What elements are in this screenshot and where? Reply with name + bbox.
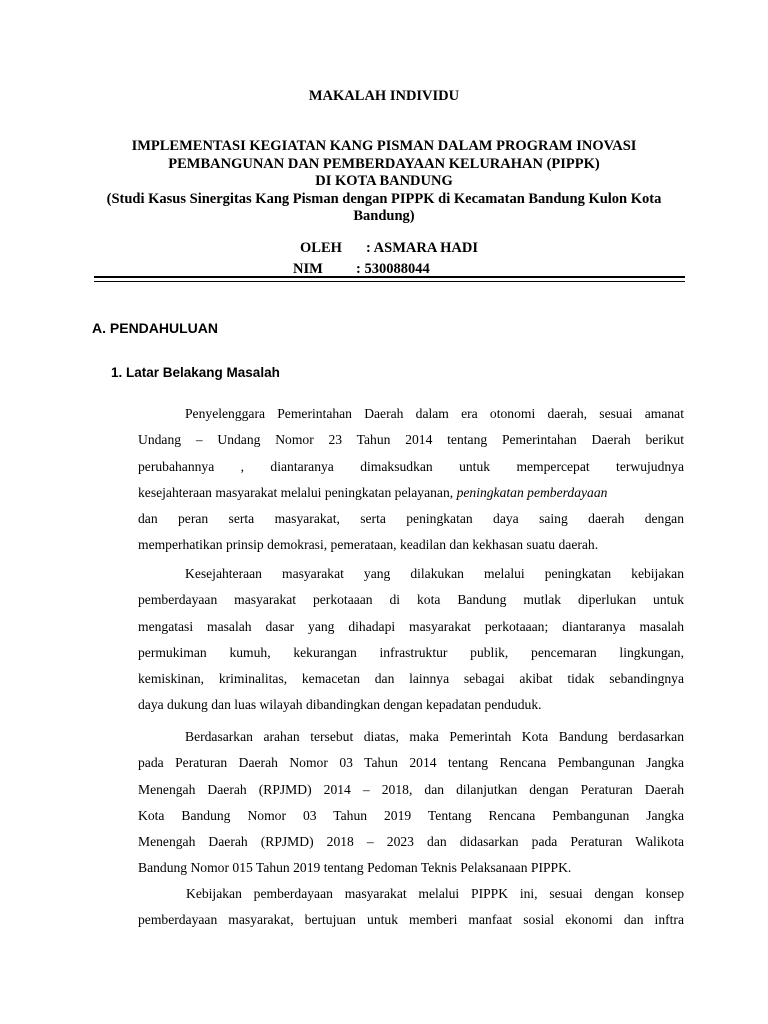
divider-thick	[94, 276, 685, 278]
paragraph-line: perubahannya , diantaranya dimaksudkan untuk mempercepat terwujudnya	[138, 458, 684, 474]
paragraph-line: mengatasi masalah dasar yang dihadapi masyarakat perkotaaan; diantaranya masalah	[138, 618, 684, 634]
divider-thin	[94, 281, 685, 282]
paragraph-line: Menengah Daerah (RPJMD) 2014 – 2018, dan dilanjutkan dengan Peraturan Daerah	[138, 781, 684, 797]
italic-text: peningkatan pemberdayaan	[456, 484, 608, 500]
author-block	[290, 238, 478, 280]
oleh-label: OLEH	[300, 240, 342, 256]
paragraph-3	[138, 724, 684, 882]
paragraph-line: daya dukung dan luas wilayah dibandingkan dengan kepadatan penduduk.	[138, 697, 542, 713]
heading-line-2: PEMBANGUNAN DAN PEMBERDAYAAN KELURAHAN (PIPPK)	[168, 155, 600, 172]
paragraph-line: Berdasarkan arahan tersebut diatas, maka Pemerintah Kota Bandung berdasarkan	[185, 729, 684, 744]
nim-value: : 530088044	[356, 261, 430, 277]
author-row	[290, 238, 478, 259]
nim-label: NIM	[293, 261, 323, 277]
paragraph-line: pemberdayaan masyarakat perkotaaan di kota Bandung mutlak diperlukan untuk	[138, 592, 684, 608]
paragraph-line	[138, 480, 684, 506]
heading-line-4: (Studi Kasus Sinergitas Kang Pisman dengan PIPPK di Kecamatan Bandung Kulon Kota	[106, 190, 662, 207]
heading-line-1: IMPLEMENTASI KEGIATAN KANG PISMAN DALAM PROGRAM INOVASI	[131, 138, 637, 154]
oleh-value: : ASMARA HADI	[366, 240, 478, 256]
paragraph-line: pemberdayaan masyarakat, bertujuan untuk memberi manfaat sosial ekonomi dan inftra	[138, 912, 684, 928]
paragraph-4	[138, 881, 684, 934]
paragraph-line: Bandung Nomor 015 Tahun 2019 tentang Pedoman Teknis Pelaksanaan PIPPK.	[138, 860, 572, 876]
paragraph-line: Menengah Daerah (RPJMD) 2018 – 2023 dan didasarkan pada Peraturan Walikota	[138, 834, 684, 850]
paragraph-line: Kebijakan pemberdayaan masyarakat melalui PIPPK ini, sesuai dengan konsep	[186, 886, 684, 901]
section-heading: A. PENDAHULUAN	[92, 320, 218, 336]
paragraph-line: permukiman kumuh, kekurangan infrastruktur publik, pencemaran lingkungan,	[138, 644, 684, 660]
paragraph-line: Kota Bandung Nomor 03 Tahun 2019 Tentang Rencana Pembangunan Jangka	[138, 807, 684, 823]
document-heading	[0, 138, 768, 226]
paragraph-text: kesejahteraan masyarakat melalui peningkatan pelayanan,	[138, 484, 454, 500]
paragraph-line: dan peran serta masyarakat, serta peningkatan daya saing daerah dengan	[138, 511, 684, 527]
paragraph-line: Undang – Undang Nomor 23 Tahun 2014 tentang Pemerintahan Daerah berikut	[138, 432, 684, 448]
paragraph-line: kemiskinan, kriminalitas, kemacetan dan lainnya sebagai akibat tidak sebandingnya	[138, 671, 684, 687]
paragraph-line: Penyelenggara Pemerintahan Daerah dalam era otonomi daerah, sesuai amanat	[185, 406, 684, 421]
paragraph-line: memperhatikan prinsip demokrasi, pemerataan, keadilan dan kekhasan suatu daerah.	[138, 537, 599, 553]
paragraph-line: Kesejahteraan masyarakat yang dilakukan melalui peningkatan kebijakan	[185, 566, 684, 581]
subsection-heading: 1. Latar Belakang Masalah	[111, 365, 280, 380]
heading-line-5: Bandung)	[353, 208, 415, 224]
document-title: MAKALAH INDIVIDU	[308, 88, 460, 104]
paragraph-2	[138, 561, 684, 719]
paragraph-1	[138, 401, 684, 559]
heading-line-3: DI KOTA BANDUNG	[315, 173, 453, 189]
paragraph-line: pada Peraturan Daerah Nomor 03 Tahun 2014 tentang Rencana Pembangunan Jangka	[138, 755, 684, 771]
